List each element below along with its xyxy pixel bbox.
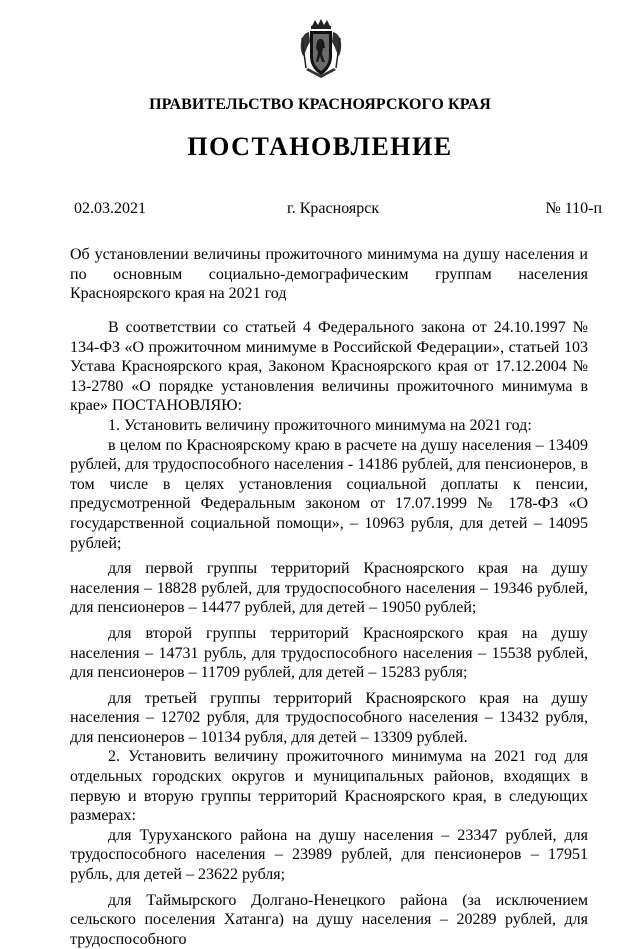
- group-2-paragraph: для второй группы территорий Красноярского края на душу населения – 14731 рубль, для трудоспособного населения – 15538 рублей, для пенсионеров – 11709 рублей, для детей – 15283 рубля;: [70, 624, 588, 682]
- turukhansk-paragraph: для Туруханского района на душу населения – 23347 рублей, для трудоспособного населения – 23989 рублей, для пенсионеров – 17951 рубль, для детей – 23622 рубля;: [70, 826, 588, 884]
- document-subject: Об установлении величины прожиточного минимума на душу населения и по основным социально-демографическим группам населения Красноярского края на 2021 год: [70, 246, 588, 302]
- document-number: № 110-п: [545, 200, 602, 217]
- item-1-paragraph: 1. Установить величину прожиточного минимума на 2021 год:: [108, 416, 532, 434]
- group-1-paragraph: для первой группы территорий Красноярского края на душу населения – 18828 рублей, для трудоспособного населения – 19346 рублей, для пенсионеров – 14477 рублей, для детей – 19050 рублей;: [70, 560, 588, 617]
- document-city: г. Красноярск: [287, 200, 380, 217]
- group-3-paragraph: для третьей группы территорий Красноярского края на душу населения – 12702 рубля, для трудоспособного населения – 13432 рубля, для пенсионеров – 10134 рубля, для детей – 13309 рублей.: [70, 689, 588, 746]
- document-date: 02.03.2021: [74, 200, 146, 217]
- preamble-paragraph: В соответствии со статьей 4 Федерального закона от 24.10.1997 № 134-ФЗ «О прожиточном минимуме в Российской Федерации», статьей 103 Устава Красноярского края, Законом Красноярского края от 17.12.2004 № 13-2780 «О порядке установления величины прожиточного минимума в крае» ПОСТАНОВЛЯЮ:: [70, 319, 588, 415]
- coat-of-arms-icon: [298, 18, 344, 80]
- government-name: ПРАВИТЕЛЬСТВО КРАСНОЯРСКОГО КРАЯ: [149, 96, 491, 113]
- region-total-paragraph: в целом по Красноярскому краю в расчете на душу населения – 13409 рублей, для трудоспособного населения - 14186 рублей, для пенсионеров, в том числе в целях установления социальной доплаты к пенсии, предусмотренной Федеральным законом от 17.07.1999 № 178-ФЗ «О государственной социальной помощи», – 10963 рубля, для детей – 14095 рублей;: [70, 436, 588, 552]
- item-2-paragraph: 2. Установить величину прожиточного минимума на 2021 год для отдельных городских округов и муниципальных районов, входящих в первую и вторую группы территорий Красноярского края, в следующих размерах:: [70, 748, 588, 825]
- document-body: [70, 318, 588, 949]
- document-type: ПОСТАНОВЛЕНИЕ: [187, 132, 453, 161]
- taimyr-paragraph: для Таймырского Долгано-Ненецкого района (за исключением сельского поселения Хатанга) на душу населения – 20289 рублей, для трудоспособного: [70, 891, 588, 948]
